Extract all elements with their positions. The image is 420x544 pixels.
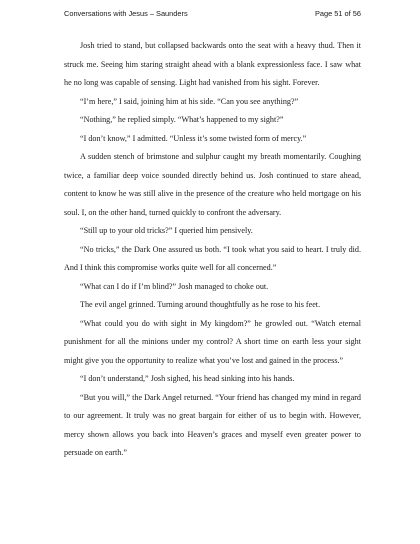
- paragraph: “I don’t know,” I admitted. “Unless it’s some twisted form of mercy.”: [80, 133, 307, 143]
- paragraph: “But you will,” the Dark Angel returned. “Your friend has changed my mind in regard to our agreement. It truly was no great bargain for either of us to begin with. However, mercy shown allows you back into Heaven’s graces and myself even greater power to persuade on earth.”: [64, 392, 361, 457]
- paragraph: Josh tried to stand, but collapsed backwards onto the seat with a heavy thud. Then it struck me. Seeing him staring straight ahead with a blank expressionless face. I saw what he no long was capable of sensing. Light had vanished from his sight. Forever.: [64, 41, 361, 87]
- page-number: Page 51 of 56: [314, 9, 361, 18]
- paragraph: “What can I do if I’m blind?” Josh managed to choke out.: [80, 281, 269, 291]
- paragraph: “Nothing,” he replied simply. “What’s happened to my sight?”: [80, 115, 284, 124]
- document-title: Conversations with Jesus – Saunders: [64, 9, 188, 18]
- paragraph: “What could you do with sight in My kingdom?” he growled out. “Watch eternal punishment for all the minions under my control? A short time on earth less your sight might give you the opportunity to realize what you’ve lost and gained in the process.”: [64, 318, 361, 365]
- page-header: [64, 9, 361, 21]
- paragraph: A sudden stench of brimstone and sulphur caught my breath momentarily. Coughing twice, a familiar deep voice sounded directly behind us. Josh continued to stare ahead, content to know he was still alive in the presence of the creature who held mortgage on his soul. I, on the other hand, turned quickly to confront the adversary.: [64, 152, 361, 217]
- paragraph: “I don’t understand,” Josh sighed, his head sinking into his hands.: [80, 374, 295, 383]
- paragraph: “I’m here,” I said, joining him at his side. “Can you see anything?”: [80, 96, 299, 106]
- document-body: [64, 37, 361, 463]
- paragraph: The evil angel grinned. Turning around thoughtfully as he rose to his feet.: [80, 300, 321, 309]
- paragraph: “No tricks,” the Dark One assured us both. “I took what you said to heart. I truly did. And I think this compromise works quite well for all concerned.”: [64, 244, 361, 272]
- paragraph: “Still up to your old tricks?” I queried him pensively.: [80, 226, 253, 235]
